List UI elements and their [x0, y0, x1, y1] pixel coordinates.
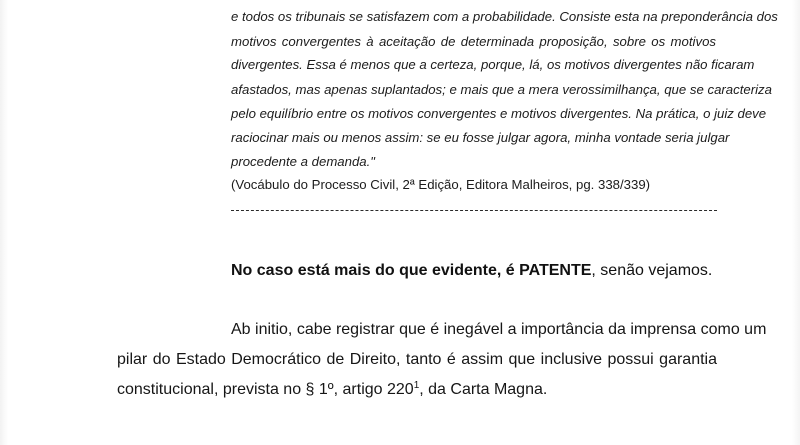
quote-line-4: afastados, mas apenas suplantados; e mais que a mera verossimilhança, que se caracteriza [231, 82, 772, 97]
paragraph-line-1: Ab initio, cabe registrar que é inegável a importância da imprensa como um [231, 321, 767, 338]
conclusion-bold-text: No caso está mais do que evidente, é PATENTE [231, 262, 592, 279]
paragraph-line-3 [117, 380, 547, 400]
quote-line-7: procedente a demanda." [231, 154, 375, 169]
paragraph-line-3-end: , da Carta Magna. [419, 381, 548, 398]
conclusion-rest-text: , senão vejamos. [591, 262, 713, 279]
conclusion-statement [231, 261, 712, 281]
section-divider [231, 210, 717, 211]
quote-line-3: divergentes. Essa é menos que a certeza, porque, lá, os motivos divergentes não ficaram [231, 57, 755, 72]
quote-line-5: pelo equilíbrio entre os motivos convergentes e motivos divergentes. Na prática, o juiz deve [231, 106, 767, 121]
quote-line-1: e todos os tribunais se satisfazem com a probabilidade. Consiste esta na preponderância dos [231, 9, 778, 24]
quote-line-6: raciocinar mais ou menos assim: se eu fosse julgar agora, minha vontade seria julgar [231, 130, 730, 145]
quote-citation: (Vocábulo do Processo Civil, 2ª Edição, Editora Malheiros, pg. 338/339) [231, 177, 651, 192]
paragraph-line-2: pilar do Estado Democrático de Direito, tanto é assim que inclusive possui garantia [117, 351, 717, 368]
quote-line-2: motivos convergentes à aceitação de determinada proposição, sobre os motivos [231, 34, 716, 49]
footnote-reference[interactable]: 1 [413, 380, 420, 391]
paragraph-line-3-text: constitucional, prevista no § 1º, artigo 220 [117, 381, 414, 398]
